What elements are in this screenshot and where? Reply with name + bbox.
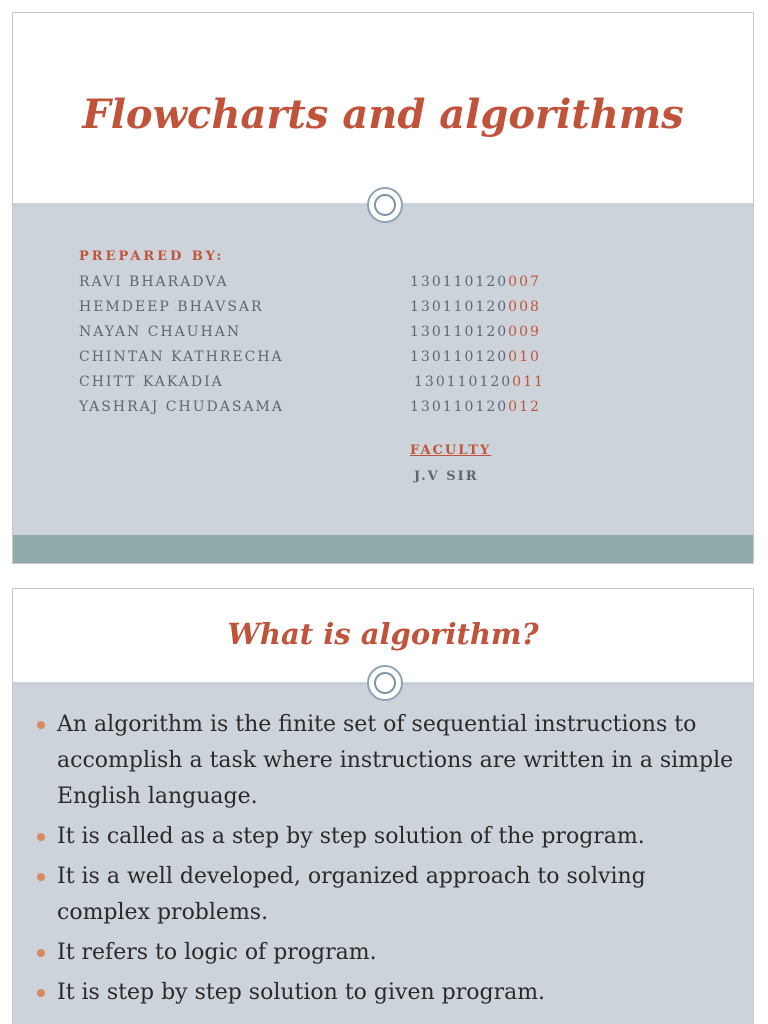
list-item [35, 707, 735, 815]
prepared-by-label: PREPARED BY: [79, 249, 225, 264]
id-suffix: 010 [508, 349, 541, 365]
id-suffix: 008 [508, 299, 541, 315]
member-name: NAYAN CHAUHAN [79, 324, 242, 340]
bullet-icon [37, 833, 45, 841]
id-suffix: 007 [508, 274, 541, 290]
bullet-list [35, 707, 735, 1015]
bullet-text: It refers to logic of program. [57, 940, 377, 965]
bullet-text: An algorithm is the finite set of sequential instructions to accomplish a task where instructions are written in a simple English language. [57, 712, 734, 809]
member-id [410, 295, 545, 320]
id-base: 130110120 [410, 399, 509, 415]
member-name: CHITT KAKADIA [79, 374, 224, 390]
id-suffix: 012 [508, 399, 541, 415]
member-name: HEMDEEP BHAVSAR [79, 299, 264, 315]
member-id [410, 370, 545, 395]
member-id [410, 320, 545, 345]
list-item [35, 819, 735, 855]
footer-bar [13, 535, 753, 563]
bullet-text: It is called as a step by step solution of the program. [57, 824, 645, 849]
id-base: 130110120 [410, 349, 509, 365]
member-id [410, 395, 545, 420]
member-name: CHINTAN KATHRECHA [79, 349, 284, 365]
id-suffix: 011 [512, 374, 545, 390]
id-base: 130110120 [410, 299, 509, 315]
faculty-name: J.V SIR [414, 469, 479, 484]
faculty-label: FACULTY [410, 443, 492, 458]
list-item [35, 859, 735, 931]
id-base: 130110120 [414, 374, 513, 390]
title-slide [12, 12, 754, 564]
id-base: 130110120 [410, 324, 509, 340]
member-name: YASHRAJ CHUDASAMA [79, 399, 284, 415]
member-id [410, 270, 545, 295]
bullet-icon [37, 721, 45, 729]
slide-title: Flowcharts and algorithms [82, 91, 684, 138]
id-base: 130110120 [410, 274, 509, 290]
list-item [35, 975, 735, 1011]
bullet-icon [37, 989, 45, 997]
list-item [35, 935, 735, 971]
member-id [410, 345, 545, 370]
member-names [79, 270, 284, 420]
circle-ornament-icon [367, 187, 403, 223]
algorithm-slide [12, 588, 754, 1024]
id-suffix: 009 [508, 324, 541, 340]
member-ids [410, 270, 545, 420]
bullet-text: It is step by step solution to given program. [57, 980, 546, 1005]
circle-ornament-icon [367, 665, 403, 701]
bullet-icon [37, 949, 45, 957]
slide-title: What is algorithm? [227, 617, 539, 651]
title-area [13, 13, 753, 203]
bullet-text: It is a well developed, organized approach to solving complex problems. [57, 864, 646, 925]
bullet-icon [37, 873, 45, 881]
member-name: RAVI BHARADVA [79, 274, 229, 290]
